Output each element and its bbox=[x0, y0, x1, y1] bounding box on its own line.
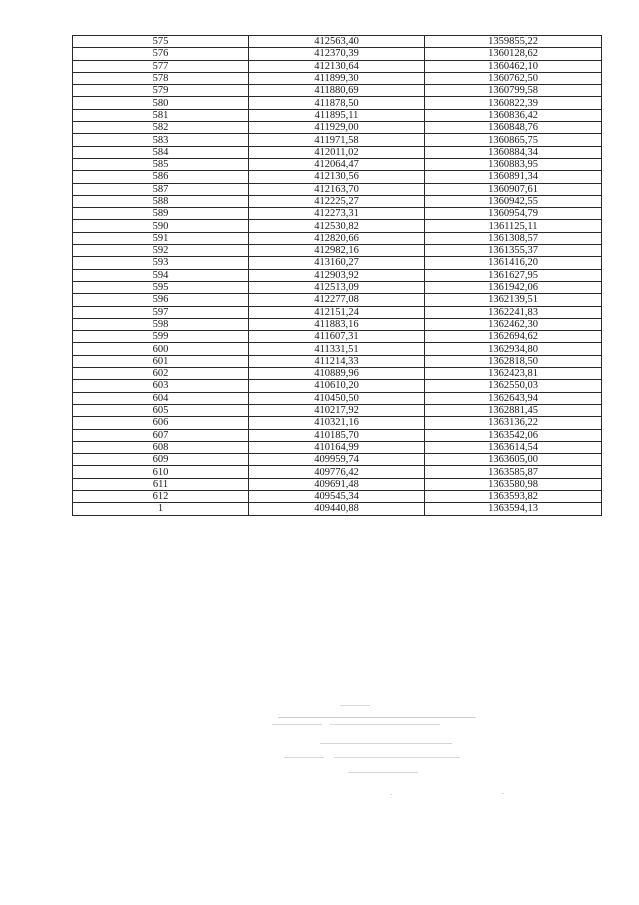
table-row bbox=[73, 429, 602, 441]
x-coordinate-cell: 412513,09 bbox=[249, 281, 425, 293]
x-coordinate-cell: 411880,69 bbox=[249, 85, 425, 97]
table-row bbox=[73, 257, 602, 269]
y-coordinate-cell: 1360891,34 bbox=[425, 171, 602, 183]
point-number-cell: 606 bbox=[73, 417, 249, 429]
x-coordinate-cell: 411895,11 bbox=[249, 109, 425, 121]
point-number-cell: 582 bbox=[73, 122, 249, 134]
table-row bbox=[73, 368, 602, 380]
point-number-cell: 608 bbox=[73, 441, 249, 453]
x-coordinate-cell: 411883,16 bbox=[249, 318, 425, 330]
x-coordinate-cell: 411214,33 bbox=[249, 355, 425, 367]
y-coordinate-cell: 1362139,51 bbox=[425, 294, 602, 306]
table-row bbox=[73, 269, 602, 281]
point-number-cell: 587 bbox=[73, 183, 249, 195]
point-number-cell: 594 bbox=[73, 269, 249, 281]
y-coordinate-cell: 1361627,95 bbox=[425, 269, 602, 281]
x-coordinate-cell: 412370,39 bbox=[249, 48, 425, 60]
y-coordinate-cell: 1363614,54 bbox=[425, 441, 602, 453]
x-coordinate-cell: 412130,64 bbox=[249, 60, 425, 72]
y-coordinate-cell: 1363580,98 bbox=[425, 478, 602, 490]
x-coordinate-cell: 411899,30 bbox=[249, 72, 425, 84]
y-coordinate-cell: 1362934,80 bbox=[425, 343, 602, 355]
table-row bbox=[73, 232, 602, 244]
y-coordinate-cell: 1362423,81 bbox=[425, 368, 602, 380]
point-number-cell: 610 bbox=[73, 466, 249, 478]
x-coordinate-cell: 412011,02 bbox=[249, 146, 425, 158]
y-coordinate-cell: 1360942,55 bbox=[425, 195, 602, 207]
x-coordinate-cell: 412277,08 bbox=[249, 294, 425, 306]
x-coordinate-cell: 412130,56 bbox=[249, 171, 425, 183]
point-number-cell: 601 bbox=[73, 355, 249, 367]
point-number-cell: 596 bbox=[73, 294, 249, 306]
x-coordinate-cell: 410217,92 bbox=[249, 404, 425, 416]
x-coordinate-cell: 412530,82 bbox=[249, 220, 425, 232]
x-coordinate-cell: 412982,16 bbox=[249, 245, 425, 257]
table-row bbox=[73, 36, 602, 48]
y-coordinate-cell: 1360848,76 bbox=[425, 122, 602, 134]
table-row bbox=[73, 146, 602, 158]
x-coordinate-cell: 412064,47 bbox=[249, 158, 425, 170]
x-coordinate-cell: 412151,24 bbox=[249, 306, 425, 318]
point-number-cell: 586 bbox=[73, 171, 249, 183]
x-coordinate-cell: 412273,31 bbox=[249, 208, 425, 220]
x-coordinate-cell: 410610,20 bbox=[249, 380, 425, 392]
y-coordinate-cell: 1360865,75 bbox=[425, 134, 602, 146]
point-number-cell: 576 bbox=[73, 48, 249, 60]
table-row bbox=[73, 380, 602, 392]
y-coordinate-cell: 1363136,22 bbox=[425, 417, 602, 429]
x-coordinate-cell: 412563,40 bbox=[249, 36, 425, 48]
point-number-cell: 597 bbox=[73, 306, 249, 318]
y-coordinate-cell: 1361416,20 bbox=[425, 257, 602, 269]
faded-signature-block bbox=[270, 705, 480, 805]
point-number-cell: 592 bbox=[73, 245, 249, 257]
y-coordinate-cell: 1362550,03 bbox=[425, 380, 602, 392]
y-coordinate-cell: 1360822,39 bbox=[425, 97, 602, 109]
point-number-cell: 590 bbox=[73, 220, 249, 232]
y-coordinate-cell: 1361125,11 bbox=[425, 220, 602, 232]
x-coordinate-cell: 411971,58 bbox=[249, 134, 425, 146]
point-number-cell: 604 bbox=[73, 392, 249, 404]
table-row bbox=[73, 220, 602, 232]
y-coordinate-cell: 1361355,37 bbox=[425, 245, 602, 257]
table-row bbox=[73, 158, 602, 170]
x-coordinate-cell: 411331,51 bbox=[249, 343, 425, 355]
y-coordinate-cell: 1362881,45 bbox=[425, 404, 602, 416]
table-row bbox=[73, 171, 602, 183]
y-coordinate-cell: 1360883,95 bbox=[425, 158, 602, 170]
x-coordinate-cell: 411878,50 bbox=[249, 97, 425, 109]
y-coordinate-cell: 1363605,00 bbox=[425, 454, 602, 466]
y-coordinate-cell: 1360799,58 bbox=[425, 85, 602, 97]
table-row bbox=[73, 183, 602, 195]
point-number-cell: 577 bbox=[73, 60, 249, 72]
x-coordinate-cell: 409959,74 bbox=[249, 454, 425, 466]
point-number-cell: 1 bbox=[73, 503, 249, 515]
y-coordinate-cell: 1362643,94 bbox=[425, 392, 602, 404]
table-row bbox=[73, 281, 602, 293]
table-row bbox=[73, 134, 602, 146]
x-coordinate-cell: 413160,27 bbox=[249, 257, 425, 269]
y-coordinate-cell: 1363542,06 bbox=[425, 429, 602, 441]
y-coordinate-cell: 1360762,50 bbox=[425, 72, 602, 84]
x-coordinate-cell: 412820,66 bbox=[249, 232, 425, 244]
point-number-cell: 584 bbox=[73, 146, 249, 158]
point-number-cell: 598 bbox=[73, 318, 249, 330]
point-number-cell: 600 bbox=[73, 343, 249, 355]
x-coordinate-cell: 410321,16 bbox=[249, 417, 425, 429]
point-number-cell: 589 bbox=[73, 208, 249, 220]
y-coordinate-cell: 1359855,22 bbox=[425, 36, 602, 48]
point-number-cell: 603 bbox=[73, 380, 249, 392]
x-coordinate-cell: 411929,00 bbox=[249, 122, 425, 134]
table-row bbox=[73, 466, 602, 478]
table-row bbox=[73, 109, 602, 121]
x-coordinate-cell: 410164,99 bbox=[249, 441, 425, 453]
x-coordinate-cell: 409691,48 bbox=[249, 478, 425, 490]
table-row bbox=[73, 417, 602, 429]
y-coordinate-cell: 1360462,10 bbox=[425, 60, 602, 72]
table-row bbox=[73, 392, 602, 404]
x-coordinate-cell: 410450,50 bbox=[249, 392, 425, 404]
table-row bbox=[73, 490, 602, 502]
point-number-cell: 580 bbox=[73, 97, 249, 109]
table-row bbox=[73, 48, 602, 60]
y-coordinate-cell: 1360884,34 bbox=[425, 146, 602, 158]
point-number-cell: 602 bbox=[73, 368, 249, 380]
point-number-cell: 585 bbox=[73, 158, 249, 170]
y-coordinate-cell: 1362241,83 bbox=[425, 306, 602, 318]
point-number-cell: 599 bbox=[73, 331, 249, 343]
x-coordinate-cell: 409440,88 bbox=[249, 503, 425, 515]
table-row bbox=[73, 355, 602, 367]
point-number-cell: 611 bbox=[73, 478, 249, 490]
table-row bbox=[73, 404, 602, 416]
coordinates-table-body bbox=[73, 36, 602, 516]
table-row bbox=[73, 318, 602, 330]
y-coordinate-cell: 1360836,42 bbox=[425, 109, 602, 121]
y-coordinate-cell: 1363593,82 bbox=[425, 490, 602, 502]
point-number-cell: 591 bbox=[73, 232, 249, 244]
x-coordinate-cell: 409545,34 bbox=[249, 490, 425, 502]
x-coordinate-cell: 409776,42 bbox=[249, 466, 425, 478]
point-number-cell: 607 bbox=[73, 429, 249, 441]
table-row bbox=[73, 441, 602, 453]
x-coordinate-cell: 412903,92 bbox=[249, 269, 425, 281]
y-coordinate-cell: 1360128,62 bbox=[425, 48, 602, 60]
table-row bbox=[73, 122, 602, 134]
point-number-cell: 579 bbox=[73, 85, 249, 97]
x-coordinate-cell: 412163,70 bbox=[249, 183, 425, 195]
table-row bbox=[73, 294, 602, 306]
table-row bbox=[73, 245, 602, 257]
point-number-cell: 575 bbox=[73, 36, 249, 48]
x-coordinate-cell: 410889,96 bbox=[249, 368, 425, 380]
point-number-cell: 595 bbox=[73, 281, 249, 293]
point-number-cell: 578 bbox=[73, 72, 249, 84]
table-row bbox=[73, 331, 602, 343]
point-number-cell: 583 bbox=[73, 134, 249, 146]
table-row bbox=[73, 454, 602, 466]
y-coordinate-cell: 1362462,30 bbox=[425, 318, 602, 330]
table-row bbox=[73, 208, 602, 220]
table-row bbox=[73, 85, 602, 97]
table-row bbox=[73, 478, 602, 490]
y-coordinate-cell: 1363585,87 bbox=[425, 466, 602, 478]
table-row bbox=[73, 72, 602, 84]
y-coordinate-cell: 1362694,62 bbox=[425, 331, 602, 343]
coordinates-table bbox=[72, 35, 602, 516]
y-coordinate-cell: 1361308,57 bbox=[425, 232, 602, 244]
table-row bbox=[73, 306, 602, 318]
y-coordinate-cell: 1360907,61 bbox=[425, 183, 602, 195]
point-number-cell: 612 bbox=[73, 490, 249, 502]
table-row bbox=[73, 97, 602, 109]
y-coordinate-cell: 1361942,06 bbox=[425, 281, 602, 293]
point-number-cell: 593 bbox=[73, 257, 249, 269]
x-coordinate-cell: 412225,27 bbox=[249, 195, 425, 207]
table-row bbox=[73, 343, 602, 355]
point-number-cell: 609 bbox=[73, 454, 249, 466]
point-number-cell: 605 bbox=[73, 404, 249, 416]
point-number-cell: 581 bbox=[73, 109, 249, 121]
point-number-cell: 588 bbox=[73, 195, 249, 207]
y-coordinate-cell: 1363594,13 bbox=[425, 503, 602, 515]
y-coordinate-cell: 1362818,50 bbox=[425, 355, 602, 367]
table-row bbox=[73, 503, 602, 515]
x-coordinate-cell: 411607,31 bbox=[249, 331, 425, 343]
y-coordinate-cell: 1360954,79 bbox=[425, 208, 602, 220]
x-coordinate-cell: 410185,70 bbox=[249, 429, 425, 441]
table-row bbox=[73, 195, 602, 207]
table-row bbox=[73, 60, 602, 72]
